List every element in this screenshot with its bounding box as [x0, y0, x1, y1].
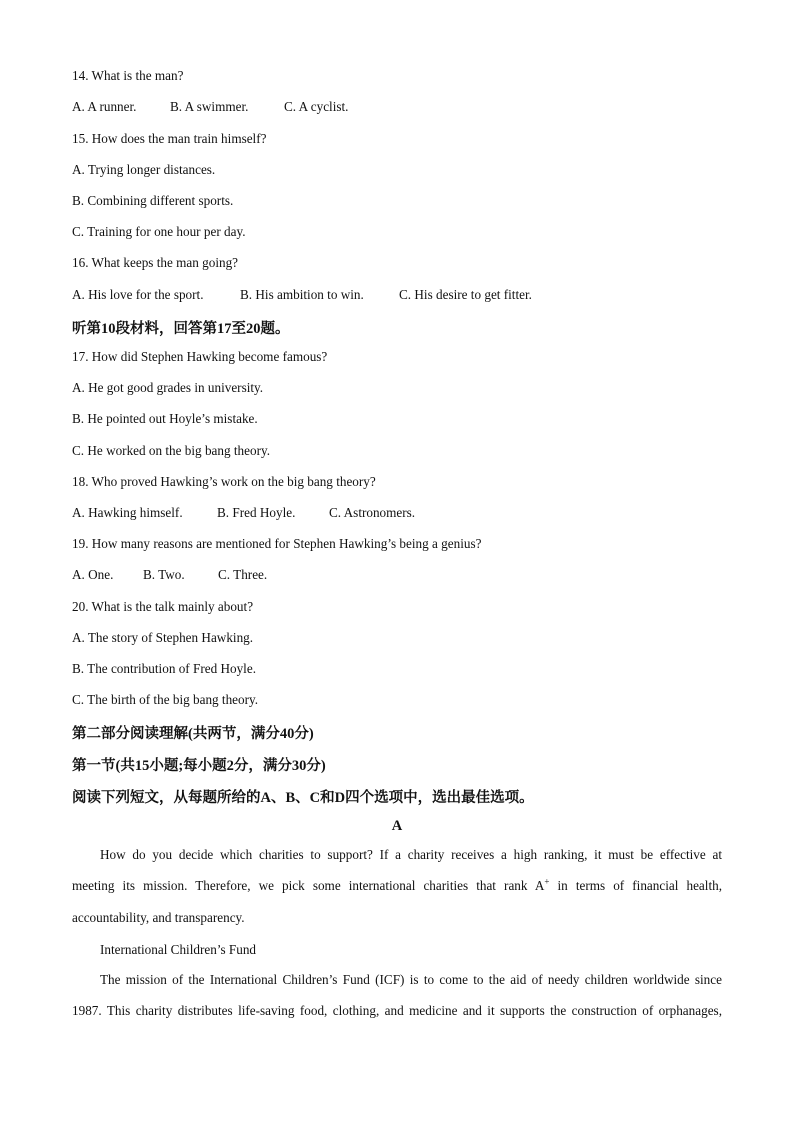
charity-subheading: International Children’s Fund: [100, 942, 257, 957]
option-a: A. A runner.: [72, 99, 137, 114]
option-c: C. He worked on the big bang theory.: [72, 443, 271, 458]
option-a: A. His love for the sport.: [72, 287, 204, 302]
option-b: B. Combining different sports.: [72, 193, 234, 208]
question-18: 18. Who proved Hawking’s work on the big bang theory?: [72, 474, 376, 489]
option-a: A. He got good grades in university.: [72, 380, 264, 395]
option-a: A. Trying longer distances.: [72, 162, 216, 177]
option-b: B. His ambition to win.: [240, 287, 364, 302]
option-a: A. The story of Stephen Hawking.: [72, 630, 254, 645]
paragraph-line: 1987. This charity distributes life-saving food, clothing, and medicine and it supports the construction of orphanages,: [72, 1003, 722, 1019]
question-17: 17. How did Stephen Hawking become famous?: [72, 349, 328, 364]
option-b: B. Fred Hoyle.: [217, 505, 296, 520]
option-c: C. A cyclist.: [284, 99, 349, 114]
paragraph-line: The mission of the International Children’s Fund (ICF) is to come to the aid of needy children worldwide since: [100, 972, 722, 987]
options-18: [72, 505, 415, 521]
paragraph-line: meeting its mission. Therefore, we pick some international charities that rank A+ in terms of financial health,: [72, 876, 722, 894]
passage-label: A: [391, 818, 403, 834]
question-20: 20. What is the talk mainly about?: [72, 599, 254, 614]
option-c: C. The birth of the big bang theory.: [72, 692, 259, 707]
question-19: 19. How many reasons are mentioned for Stephen Hawking’s being a genius?: [72, 536, 482, 551]
paragraph-line: accountability, and transparency.: [72, 909, 245, 925]
part2-heading: 第二部分阅读理解(共两节，满分40分): [72, 726, 314, 742]
passage-paragraph-1: [72, 844, 722, 938]
option-c: C. His desire to get fitter.: [399, 287, 532, 302]
section1-heading: 第一节(共15小题;每小题2分，满分30分): [72, 758, 326, 774]
question-16: 16. What keeps the man going?: [72, 255, 239, 270]
passage-paragraph-2: [72, 969, 722, 1032]
question-14: 14. What is the man?: [72, 68, 184, 83]
instruction: 阅读下列短文，从每题所给的A、B、C和D四个选项中，选出最佳选项。: [72, 790, 534, 806]
option-b: B. He pointed out Hoyle’s mistake.: [72, 411, 258, 426]
section-10-heading: 听第10段材料，回答第17至20题。: [72, 321, 290, 337]
option-b: B. The contribution of Fred Hoyle.: [72, 661, 256, 676]
option-a: A. Hawking himself.: [72, 505, 183, 520]
options-19: [72, 567, 267, 583]
option-c: C. Astronomers.: [329, 505, 416, 520]
option-b: B. A swimmer.: [170, 99, 249, 114]
options-16: [72, 287, 532, 303]
options-14: [72, 99, 348, 115]
option-c: C. Three.: [218, 567, 268, 582]
option-a: A. One.: [72, 567, 114, 582]
paragraph-line: How do you decide which charities to support? If a charity receives a high ranking, it must be effective at: [100, 847, 722, 862]
option-b: B. Two.: [143, 567, 185, 582]
question-15: 15. How does the man train himself?: [72, 131, 267, 146]
option-c: C. Training for one hour per day.: [72, 224, 246, 239]
